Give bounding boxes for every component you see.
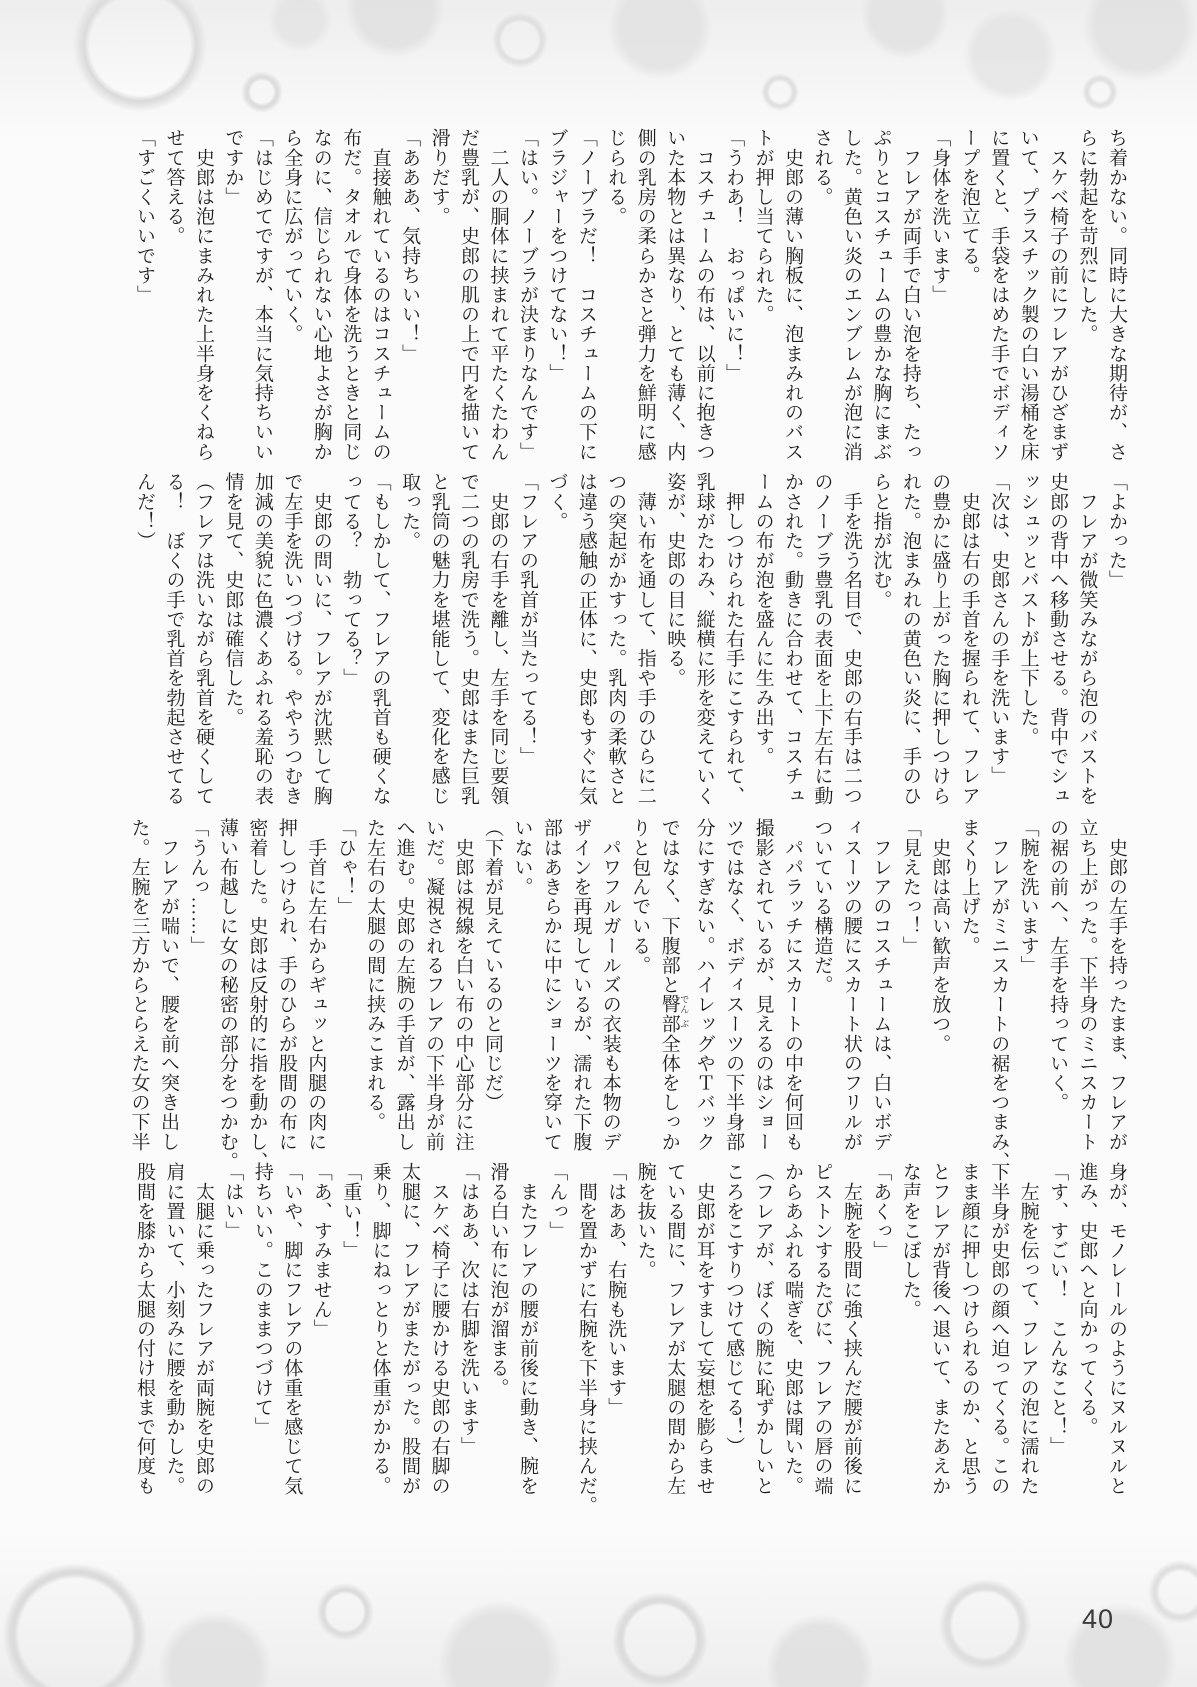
text-column: 「ひゃ！」 — [334, 818, 356, 916]
text-column: 滑る白い布に泡が溜まる。 — [487, 1162, 509, 1398]
text-column: 左腕を股間に強く挟んだ腰が前後に — [840, 1162, 862, 1496]
text-column: 姿が、史郎の目に映る。 — [664, 472, 686, 688]
text-column: 「よかった」 — [1106, 472, 1127, 590]
text-column: ってる？ 勃ってる？」 — [340, 472, 362, 688]
text-column: ころをこすりつけて感じてる！） — [723, 1162, 745, 1456]
text-column: 「はああ、右腕も洗います」 — [605, 1162, 627, 1417]
text-column: の裾の前へ、左手を持っていく。 — [1047, 818, 1069, 1112]
text-column: ら全身に広がっていく。 — [281, 128, 303, 344]
text-column: 「腕を洗います」 — [1017, 818, 1039, 975]
text-column: 進み、史郎へと向かってくる。 — [1076, 1162, 1098, 1437]
text-column: かされた。動きに合わせて、コスチュ — [782, 472, 804, 806]
text-column: ですか」 — [222, 128, 244, 207]
text-column: 股間を膝から太腿の付け根まで何度も — [134, 1162, 156, 1496]
text-column: た。左腕を三方からとらえた女の下半 — [128, 818, 150, 1152]
text-column: な声をこぼした。 — [899, 1162, 921, 1319]
text-column: に置くと、手袋をはめた手でボディソ — [988, 128, 1010, 462]
text-column: まま顔に押しつけられるのか、と思う — [958, 1162, 980, 1496]
text-column: 史郎の問いに、フレアが沈黙して胸 — [310, 472, 332, 806]
text-column: いて、プラスチック製の白い湯桶を床 — [1017, 128, 1039, 462]
text-column: ついている構造だ。 — [811, 818, 833, 995]
text-column: 側の乳房の柔らかさと弾力を鮮明に感 — [634, 128, 656, 462]
text-column: 腕を抜いた。 — [634, 1162, 656, 1280]
text-column: 情を見て、史郎は確信した。 — [222, 472, 244, 727]
text-column: 間を置かずに右腕を下半身に挟んだ。 — [575, 1162, 597, 1515]
text-column: 取った。 — [399, 472, 421, 551]
text-column: ツではなく、ボディスーツの下半身部 — [723, 818, 745, 1152]
text-column: ブラジャーをつけてない！」 — [546, 128, 568, 383]
text-column: 「もしかして、フレアの乳首も硬くな — [369, 472, 391, 806]
text-block-1 — [130, 128, 1131, 468]
text-column: 「んっ」 — [546, 1162, 568, 1241]
text-column: 「身体を洗います」 — [929, 128, 951, 305]
text-column: 滑りだす。 — [428, 128, 450, 226]
text-column: だ豊乳が、史郎の肌の上で円を描いて — [458, 128, 480, 462]
text-column: 薄い布越しに女の秘密の部分をつかむ。 — [216, 818, 238, 1171]
text-column: らと指が沈む。 — [870, 472, 892, 610]
text-column: 下半身が史郎の顔へ迫ってくる。この — [988, 1162, 1010, 1496]
text-column: いだ。凝視されるフレアの下半身が前 — [423, 818, 445, 1152]
text-column: 「あ、すみません」 — [310, 1162, 332, 1339]
text-column: 史郎の背中へ移動させる。背中でシュ — [1047, 472, 1069, 806]
text-column: またフレアの腰が前後に動き、腕を — [516, 1162, 538, 1496]
text-column: フレアが微笑みながら泡のバストを — [1076, 472, 1098, 806]
text-column: じられる。 — [605, 128, 627, 226]
text-column: つの突起がかすった。乳肉の柔軟さと — [605, 472, 627, 806]
text-column: （フレアが、ぼくの腕に恥ずかしいと — [752, 1162, 774, 1496]
text-column: 押しつけられた右手にこすられて、 — [723, 472, 745, 806]
text-column: まくり上げた。 — [958, 818, 980, 956]
text-column: で左手を洗いつづける。ややうつむき — [281, 472, 303, 806]
text-column: 手首に左右からギュッと内腿の肉に — [305, 818, 327, 1152]
text-column: 史郎の薄い胸板に、泡まみれのバス — [782, 128, 804, 462]
text-column: 「すごくいいです」 — [134, 128, 156, 305]
text-column: ープを泡立てる。 — [958, 128, 980, 285]
page-number: 40 — [1082, 1604, 1115, 1634]
text-column: ザインを再現しているが、濡れた下腹 — [570, 818, 592, 1152]
text-column: 分にすぎない。ハイレッグやＴバック — [693, 818, 715, 1152]
text-column: パパラッチにスカートの中を何回も — [782, 818, 804, 1152]
text-column: 「あくっ」 — [870, 1162, 892, 1260]
text-column: る！ ぼくの手で乳首を勃起させてる — [163, 472, 185, 806]
text-column: からあふれる喘ぎを、史郎は聞いた。 — [782, 1162, 804, 1496]
text-column: りと包んでいる。 — [629, 818, 651, 975]
text-column: 「フレアの乳首が当たってる！」 — [516, 472, 538, 766]
text-column: 立ち上がった。下半身のミニスカート — [1076, 818, 1098, 1152]
text-column: 「はああ、次は右脚を洗います」 — [458, 1162, 480, 1456]
text-column: 撮影されているが、見えるのはショー — [752, 818, 774, 1152]
text-column: 密着した。史郎は反射的に指を動かし、 — [246, 818, 268, 1171]
text-column: とフレアが背後へ退いて、またあえか — [929, 1162, 951, 1496]
text-column: 乗り、脚にねっとりと体重がかかる。 — [369, 1162, 391, 1496]
text-column: フレアが喘いで、腰を前へ突き出し — [158, 818, 179, 1152]
text-column: た左右の太腿の間に挟みこまれる。 — [364, 818, 386, 1132]
text-column: される。 — [811, 128, 833, 207]
text-column: のノーブラ豊乳の表面を上下左右に動 — [811, 472, 833, 806]
text-column: 史郎は高い歓声を放つ。 — [929, 818, 951, 1054]
text-column: パワフルガールズの衣装も本物のデ — [599, 818, 621, 1152]
text-block-3 — [124, 818, 1131, 1171]
text-column: 太腿に乗ったフレアが両腕を史郎の — [192, 1162, 214, 1496]
text-column: らに勃起を苛烈にした。 — [1076, 128, 1098, 344]
text-column: 「あああ、気持ちいい！」 — [399, 128, 421, 364]
text-column: づく。 — [546, 472, 568, 531]
text-column: 「見えたっ！」 — [899, 818, 921, 956]
text-column: ち着かない。同時に大きな期待が、さ — [1106, 128, 1127, 462]
text-column: 部はあきらかに中にショーツを穿いて — [540, 818, 562, 1152]
text-column: 乳球がたわみ、縦横に形を変えていく — [693, 472, 715, 806]
text-column: 「重い！」 — [340, 1162, 362, 1260]
text-column: と乳筒の魅力を堪能して、変化を感じ — [428, 472, 450, 806]
text-column: 二人の胴体に挟まれて平たくたわん — [487, 128, 509, 462]
text-column: いない。 — [511, 818, 533, 897]
text-column: 薄い布を通して、指や手のひらに二 — [634, 472, 656, 806]
text-column: 史郎は泡にまみれた上半身をくねら — [192, 128, 214, 462]
text-column: 史郎は右の手首を握られて、フレア — [958, 472, 980, 806]
text-column: いた本物とは異なり、とても薄く、内 — [664, 128, 686, 462]
text-column: 「はい。ノーブラが決まりなんです」 — [516, 128, 538, 462]
text-column: コスチュームの布は、以前に抱きつ — [693, 128, 715, 462]
text-column: ィスーツの腰にスカート状のフリルが — [840, 818, 862, 1152]
text-column: 身が、モノレールのようにヌルヌルと — [1106, 1162, 1127, 1496]
text-column: トが押し当てられた。 — [752, 128, 774, 324]
text-column: 肩に置いて、小刻みに腰を動かした。 — [163, 1162, 185, 1496]
text-column: の豊かに盛り上がった胸に押しつけら — [929, 472, 951, 806]
text-column: ている間に、フレアが太腿の間から左 — [664, 1162, 686, 1496]
text-column: （フレアは洗いながら乳首を硬くして — [192, 472, 214, 806]
text-column: は違う感触の正体に、史郎もすぐに気 — [575, 472, 597, 806]
text-column: ピストンするたびに、フレアの唇の端 — [811, 1162, 833, 1496]
text-column: 手を洗う名目で、史郎の右手は二つ — [840, 472, 862, 806]
text-column: 「す、すごい！ こんなこと！」 — [1047, 1162, 1069, 1456]
text-column: 「うわあ！ おっぱいに！」 — [723, 128, 745, 383]
text-block-4 — [130, 1162, 1131, 1515]
text-column: （下着が見えているのと同じだ） — [481, 818, 503, 1112]
text-column: 史郎の右手を離し、左手を同じ要領 — [487, 472, 509, 806]
text-column: せて答える。 — [163, 128, 185, 246]
text-column: 直接触れているのはコスチュームの — [369, 128, 391, 462]
text-column: 「ノーブラだ！ コスチュームの下に — [575, 128, 597, 462]
text-column: フレアが両手で白い泡を持ち、たっ — [899, 128, 921, 462]
text-column: 左腕を伝って、フレアの泡に濡れた — [1017, 1162, 1039, 1496]
text-column: ームの布が泡を盛んに生み出す。 — [752, 472, 774, 766]
text-column: 史郎の左手を持ったまま、フレアが — [1106, 818, 1127, 1152]
text-column: れた。泡まみれの黄色い炎に、手のひ — [899, 472, 921, 806]
text-column: 持ちいい。このままつづけて」 — [251, 1162, 273, 1437]
text-column: んだ！） — [134, 472, 156, 551]
text-column: 史郎が耳をすまして妄想を膨らませ — [693, 1162, 715, 1496]
text-column: で二つの乳房で洗う。史郎はまた巨乳 — [458, 472, 480, 806]
text-column: フレアのコスチュームは、白いボデ — [870, 818, 892, 1152]
text-column: スケベ椅子に腰かける史郎の右脚の — [428, 1162, 450, 1496]
text-column: 「はい」 — [222, 1162, 244, 1241]
text-column: フレアがミニスカートの裾をつまみ、 — [988, 818, 1010, 1171]
text-column: スケベ椅子の前にフレアがひざまず — [1047, 128, 1069, 462]
text-block-2 — [130, 472, 1131, 812]
text-column: へ進む。史郎の左腕の手首が、露出し — [393, 818, 415, 1152]
text-column: ッシュッとバストが上下した。 — [1017, 472, 1039, 747]
text-column: なのに、信じられない心地よさが胸か — [310, 128, 332, 462]
text-column: 「次は、史郎さんの手を洗います」 — [988, 472, 1010, 786]
text-column: 「はじめてですが、本当に気持ちいい — [251, 128, 273, 462]
text-column: 押しつけられ、手のひらが股間の布に — [275, 818, 297, 1152]
text-column: 「いや、脚にフレアの体重を感じて気 — [281, 1162, 303, 1496]
text-column: 史郎は視線を白い布の中心部分に注 — [452, 818, 474, 1152]
text-column: 布だ。タオルで身体を洗うときと同じ — [340, 128, 362, 462]
text-column: 加減の美貌に色濃くあふれる羞恥の表 — [251, 472, 273, 806]
text-column: 「うんっ……」 — [187, 818, 209, 956]
text-column: 太腿に、フレアがまたがった。股間が — [399, 1162, 421, 1496]
text-column: ではなく、下腹部と臀 でん部 ぶ全体をしっか — [658, 818, 690, 1152]
text-column: ぷりとコスチュームの豊かな胸にまぶ — [870, 128, 892, 462]
text-column: した。黄色い炎のエンブレムが泡に消 — [840, 128, 862, 462]
